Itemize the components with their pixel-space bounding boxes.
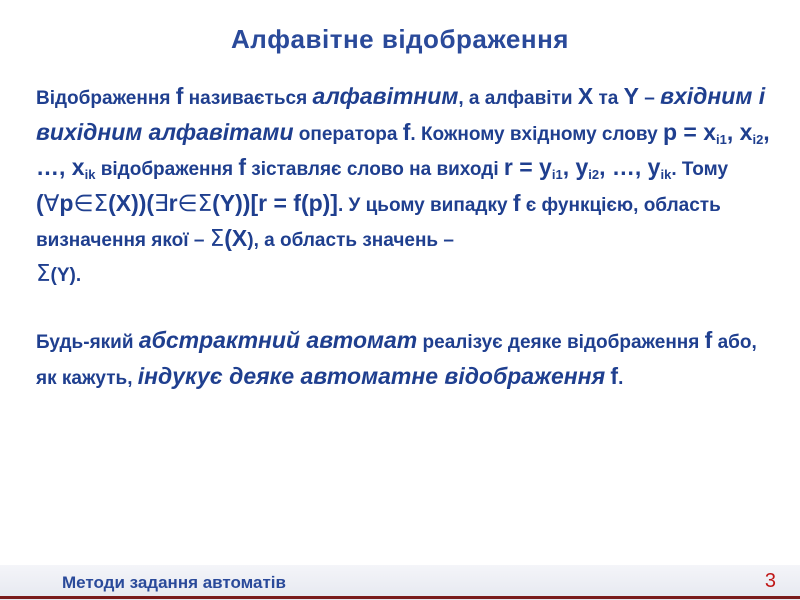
symbol-f: f: [402, 118, 411, 145]
text: називається: [183, 88, 313, 109]
text: . У цьому випадку: [337, 194, 513, 216]
text: r = y: [503, 154, 552, 180]
subscript: ik: [84, 167, 96, 182]
text: є функцією, область визначення якої –: [36, 194, 721, 251]
text: оператора: [293, 123, 403, 145]
slide-title: Алфавітне відображення: [231, 24, 569, 54]
symbol-f: f: [512, 189, 521, 216]
text: (X))(: [108, 189, 155, 216]
text: ), а область значень –: [247, 230, 454, 251]
text: r: [168, 189, 178, 216]
text: . Кожному вхідному слову: [410, 123, 663, 145]
sigma-icon: Σ: [93, 190, 109, 217]
subscript: ik: [660, 167, 672, 182]
text: .: [75, 264, 82, 286]
subscript: i1: [716, 131, 727, 147]
sigma-icon: Σ: [209, 226, 225, 252]
term-induces-mapping: індукує деяке автоматне відображення: [137, 362, 606, 389]
text: . Тому: [671, 159, 729, 180]
paragraph-definition: [36, 80, 770, 292]
subscript: i2: [752, 131, 764, 147]
text: , а алфавіти: [458, 88, 578, 109]
subscript: i1: [551, 167, 563, 182]
text: .: [618, 367, 624, 389]
formula: [36, 190, 338, 216]
element-of-icon: ∈: [177, 190, 198, 217]
term-alphabetic: алфавітним: [312, 83, 459, 109]
sigma-icon: Σ: [197, 190, 213, 217]
subscript: i2: [588, 167, 600, 182]
symbol-f: f: [610, 362, 619, 389]
page-number: 3: [764, 570, 776, 592]
text: відображення: [95, 159, 239, 180]
text: , …, x: [36, 118, 770, 180]
text: реалізує деяке відображення: [417, 332, 705, 353]
text: (Y): [50, 264, 76, 286]
symbol-f: f: [704, 327, 713, 353]
slide-body: [36, 80, 770, 395]
term-input-output-alphabets: вхідним і вихідним алфавітами: [36, 83, 766, 145]
footer-divider: [0, 596, 800, 599]
text: або, як кажуть,: [36, 332, 757, 389]
text: Відображення: [36, 88, 176, 109]
sigma-icon: Σ: [36, 260, 51, 287]
term-abstract-automaton: абстрактний автомат: [138, 327, 418, 353]
text: , x: [726, 118, 753, 145]
text: та: [593, 88, 624, 109]
paragraph-automaton: [36, 324, 770, 395]
text: p: [59, 189, 74, 216]
symbol-y: Y: [623, 83, 639, 109]
symbol-f: f: [238, 154, 247, 180]
symbol-x: X: [577, 83, 594, 109]
text: , y: [562, 154, 589, 180]
text: (Y))[r = f(p)]: [212, 189, 338, 216]
symbol-f: f: [175, 83, 184, 109]
text: (: [36, 189, 44, 216]
footer-title: Методи задання автоматів: [62, 573, 286, 592]
exists-icon: ∃: [154, 190, 169, 217]
text: зіставляє слово на виході: [246, 159, 504, 180]
text: (X: [224, 225, 248, 251]
forall-icon: ∀: [43, 190, 60, 217]
element-of-icon: ∈: [73, 190, 94, 217]
text: –: [644, 88, 661, 109]
text: p = x: [662, 118, 717, 145]
output-word: [504, 154, 671, 180]
text: Будь-який: [36, 332, 139, 353]
text: , …, y: [599, 154, 661, 180]
